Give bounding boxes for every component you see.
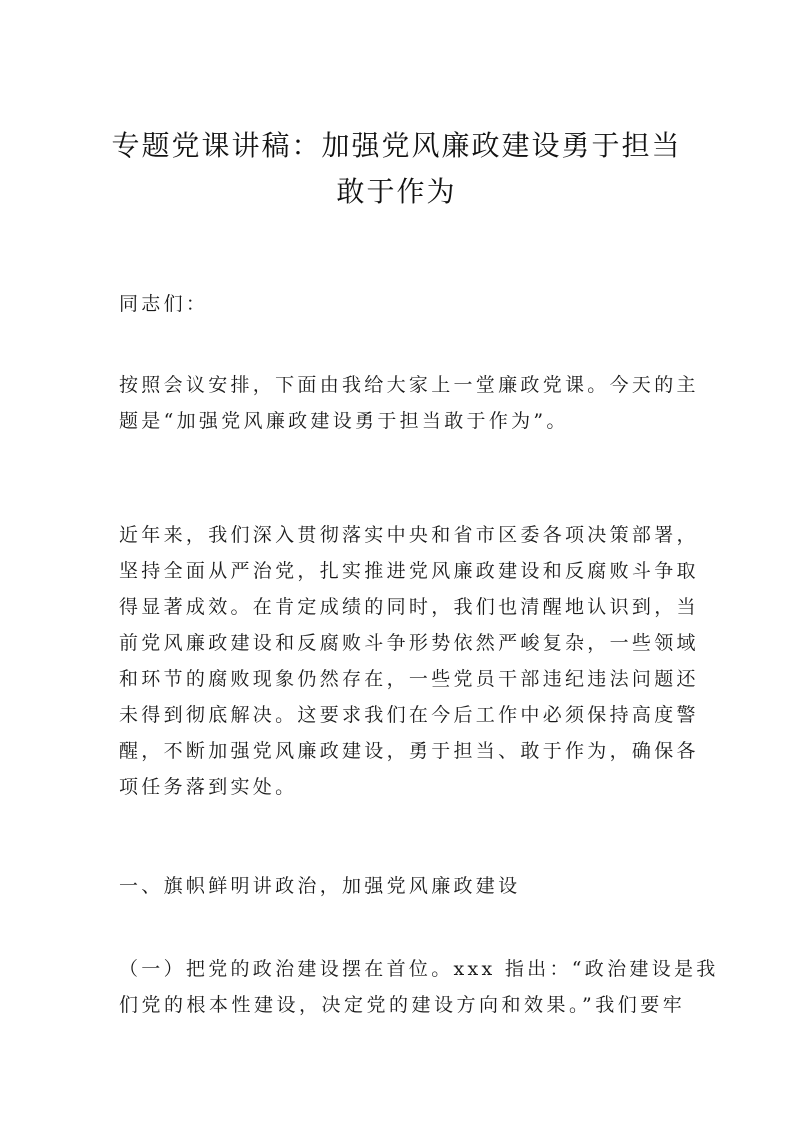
document-title-line-1: 专题党课讲稿：加强党风廉政建设勇于担当 <box>111 129 682 162</box>
section-1-heading-block <box>119 868 685 904</box>
body-line: 得显著成效。在肯定成绩的同时，我们也清醒地认识到，当 <box>119 596 699 618</box>
body-line: 项任务落到实处。 <box>119 776 298 798</box>
section-1-heading: 一、旗帜鲜明讲政治，加强党风廉政建设 <box>119 875 521 897</box>
body-line: 未得到彻底解决。这要求我们在今后工作中必须保持高度警 <box>119 704 699 726</box>
body-line: 醒，不断加强党风廉政建设，勇于担当、敢于作为，确保各 <box>119 740 699 762</box>
body-line: 前党风廉政建设和反腐败斗争形势依然严峻复杂，一些领域 <box>119 632 699 654</box>
greeting-text: 同志们： <box>119 293 209 315</box>
intro-line: 题是“加强党风廉政建设勇于担当敢于作为”。 <box>119 410 569 432</box>
greeting-paragraph <box>119 286 685 322</box>
body-line: 坚持全面从严治党，扎实推进党风廉政建设和反腐败斗争取 <box>119 560 699 582</box>
body-paragraph <box>119 517 699 805</box>
subsection-1-paragraph <box>119 951 719 1023</box>
intro-paragraph <box>119 367 699 439</box>
subsection-line: （一）把党的政治建设摆在首位。xxx 指出：“政治建设是我 <box>119 958 719 980</box>
body-line: 和环节的腐败现象仍然存在，一些党员干部违纪违法问题还 <box>119 668 699 690</box>
subsection-line: 们党的根本性建设，决定党的建设方向和效果。”我们要牢 <box>119 994 685 1016</box>
intro-line: 按照会议安排，下面由我给大家上一堂廉政党课。今天的主 <box>119 374 699 396</box>
document-title-line-2: 敢于作为 <box>336 175 457 208</box>
body-line: 近年来，我们深入贯彻落实中央和省市区委各项决策部署， <box>119 524 699 546</box>
